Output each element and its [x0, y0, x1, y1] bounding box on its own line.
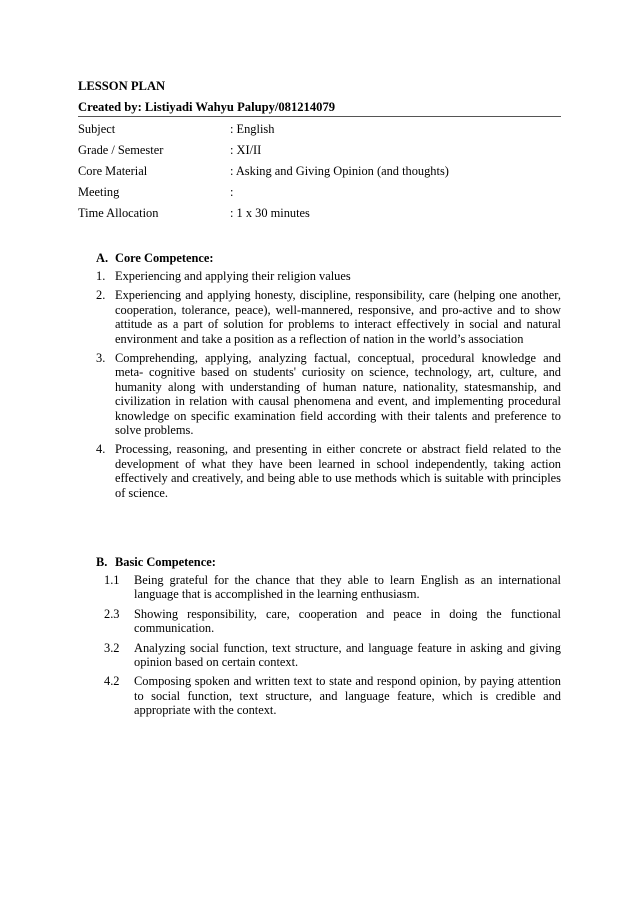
section-basic-competence — [96, 555, 561, 723]
list-item — [96, 269, 561, 283]
info-value: : English — [230, 122, 275, 136]
info-label: Core Material — [78, 164, 148, 178]
item-number: 4.2 — [104, 674, 120, 689]
item-text: Composing spoken and written text to state and respond opinion, by paying attention to social function, text structure, and language feature, which is credible and appropriate with the context. — [134, 674, 561, 718]
list-item — [104, 573, 561, 602]
info-value: : 1 x 30 minutes — [230, 206, 310, 220]
info-row-grade — [78, 143, 561, 164]
item-number: 2. — [96, 288, 106, 303]
info-table — [78, 122, 561, 227]
info-value: : — [230, 185, 234, 199]
item-number: 3. — [96, 351, 106, 366]
section-letter: B. — [96, 555, 108, 569]
item-text: Showing responsibility, care, cooperation and peace in doing the functional communication. — [134, 606, 561, 636]
item-text: Processing, reasoning, and presenting in either concrete or abstract field related to the development of what they have been learned in school independently, taking action effectively and creatively, and being able to use methods which is suitable with principles of science. — [115, 442, 561, 500]
section-heading — [96, 555, 561, 573]
list-item — [96, 288, 561, 346]
info-value: : Asking and Giving Opinion (and thoughts) — [230, 164, 449, 178]
info-row-time — [78, 206, 561, 227]
item-text: Being grateful for the chance that they able to learn English as an international language that is accomplished in the learning enthusiasm. — [134, 573, 561, 602]
item-number: 4. — [96, 442, 106, 457]
list-item — [96, 351, 561, 437]
section-heading — [96, 251, 561, 269]
list-item — [96, 442, 561, 500]
item-text: Analyzing social function, text structure, and language feature in asking and giving opinion based on certain context. — [134, 640, 561, 670]
item-text: Comprehending, applying, analyzing factual, conceptual, procedural knowledge and meta- cognitive based on students' curiosity on science, technology, art, culture, and humanity along with understanding of human nature, nationality, statesmanship, and civilization in relation with causal phenomena and event, and implementing procedural knowledge on specific examination field according with their talents and preference to solve problems. — [115, 351, 561, 438]
item-number: 1.1 — [104, 573, 120, 587]
item-text: Experiencing and applying their religion values — [115, 269, 351, 283]
item-number: 3.2 — [104, 640, 120, 655]
section-title: Core Competence: — [115, 251, 214, 265]
info-label: Meeting — [78, 185, 120, 199]
item-text: Experiencing and applying honesty, discipline, responsibility, care (helping one another, cooperation, tolerance, peace), well-mannered, responsive, and pro-active and to show attitude as a part of solution for problems to interact effectively in social and natural environment and take a position as a reflection of nation in the world’s association — [115, 288, 561, 346]
info-label: Grade / Semester — [78, 143, 164, 157]
list-item — [104, 607, 561, 636]
page-title: LESSON PLAN — [78, 79, 166, 93]
list-item — [104, 641, 561, 670]
info-row-meeting — [78, 185, 561, 206]
item-number: 2.3 — [104, 606, 120, 621]
author-line: Created by: Listiyadi Wahyu Palupy/081214079 — [78, 100, 336, 114]
section-core-competence — [96, 251, 561, 505]
header-divider — [78, 116, 561, 117]
info-row-subject — [78, 122, 561, 143]
section-letter: A. — [96, 251, 109, 265]
list-item — [104, 674, 561, 717]
info-value: : XI/II — [230, 143, 262, 157]
section-title: Basic Competence: — [115, 555, 216, 569]
info-row-material — [78, 164, 561, 185]
info-label: Time Allocation — [78, 206, 159, 220]
item-number: 1. — [96, 269, 106, 283]
info-label: Subject — [78, 122, 116, 136]
sub-list — [104, 573, 561, 718]
